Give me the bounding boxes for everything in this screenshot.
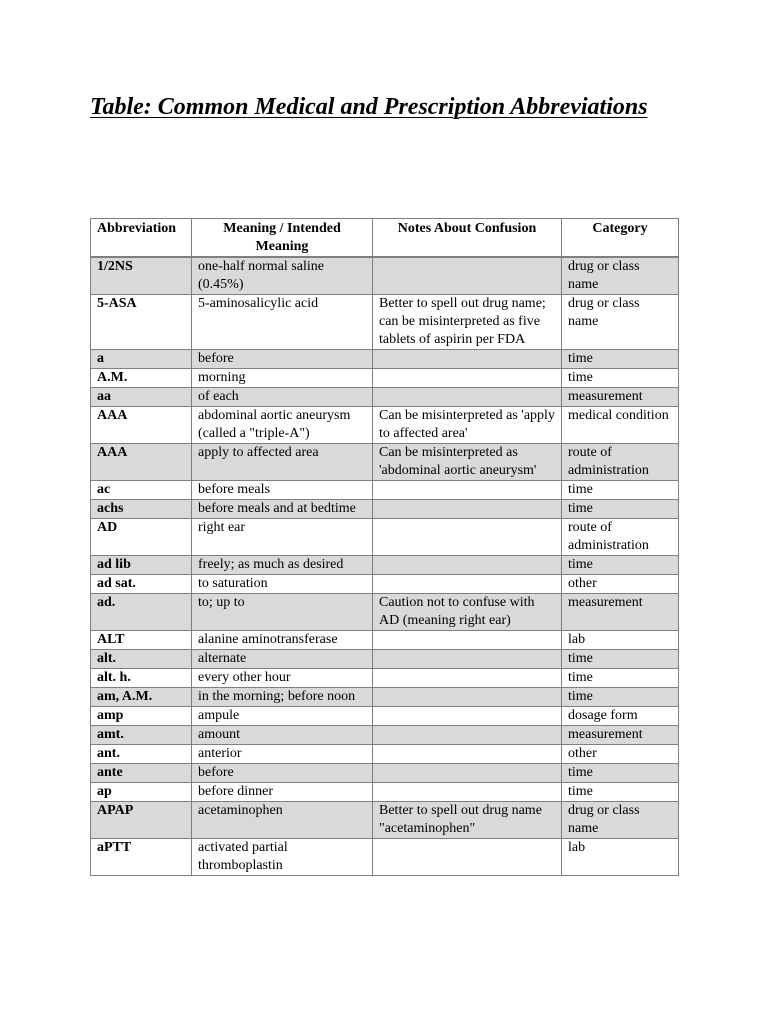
cell-category: other bbox=[562, 745, 679, 764]
cell-abbreviation: aPTT bbox=[91, 839, 192, 876]
cell-category: time bbox=[562, 688, 679, 707]
table-row bbox=[91, 802, 679, 839]
cell-notes bbox=[373, 764, 562, 783]
cell-meaning: amount bbox=[192, 726, 373, 745]
cell-category: other bbox=[562, 575, 679, 594]
cell-category: medical condition bbox=[562, 407, 679, 444]
cell-category: time bbox=[562, 369, 679, 388]
cell-meaning: 5-aminosalicylic acid bbox=[192, 295, 373, 350]
cell-meaning: activated partial thromboplastin bbox=[192, 839, 373, 876]
cell-notes bbox=[373, 669, 562, 688]
cell-abbreviation: ad lib bbox=[91, 556, 192, 575]
cell-meaning: before meals and at bedtime bbox=[192, 500, 373, 519]
table-row bbox=[91, 556, 679, 575]
cell-notes bbox=[373, 745, 562, 764]
table-row bbox=[91, 839, 679, 876]
cell-category: time bbox=[562, 556, 679, 575]
cell-notes: Can be misinterpreted as 'apply to affected area' bbox=[373, 407, 562, 444]
cell-abbreviation: ante bbox=[91, 764, 192, 783]
cell-notes: Better to spell out drug name; can be misinterpreted as five tablets of aspirin per FDA bbox=[373, 295, 562, 350]
cell-category: lab bbox=[562, 631, 679, 650]
cell-category: drug or class name bbox=[562, 295, 679, 350]
cell-notes: Can be misinterpreted as 'abdominal aortic aneurysm' bbox=[373, 444, 562, 481]
cell-notes bbox=[373, 519, 562, 556]
cell-meaning: every other hour bbox=[192, 669, 373, 688]
table-row bbox=[91, 481, 679, 500]
table-row bbox=[91, 295, 679, 350]
cell-notes bbox=[373, 350, 562, 369]
cell-meaning: before bbox=[192, 350, 373, 369]
table-row bbox=[91, 707, 679, 726]
cell-abbreviation: amp bbox=[91, 707, 192, 726]
table-row bbox=[91, 764, 679, 783]
cell-notes bbox=[373, 688, 562, 707]
cell-meaning: ampule bbox=[192, 707, 373, 726]
table-row bbox=[91, 575, 679, 594]
cell-category: time bbox=[562, 481, 679, 500]
cell-abbreviation: ad sat. bbox=[91, 575, 192, 594]
cell-category: time bbox=[562, 650, 679, 669]
cell-notes: Caution not to confuse with AD (meaning right ear) bbox=[373, 594, 562, 631]
cell-abbreviation: am, A.M. bbox=[91, 688, 192, 707]
abbreviations-table bbox=[90, 218, 679, 876]
cell-category: route of administration bbox=[562, 519, 679, 556]
table-row bbox=[91, 650, 679, 669]
table-row bbox=[91, 726, 679, 745]
cell-abbreviation: alt. h. bbox=[91, 669, 192, 688]
table-row bbox=[91, 519, 679, 556]
table-row bbox=[91, 257, 679, 295]
cell-abbreviation: APAP bbox=[91, 802, 192, 839]
cell-meaning: one-half normal saline (0.45%) bbox=[192, 257, 373, 295]
cell-category: lab bbox=[562, 839, 679, 876]
cell-meaning: to; up to bbox=[192, 594, 373, 631]
table-row bbox=[91, 631, 679, 650]
header-category: Category bbox=[562, 219, 679, 258]
table-row bbox=[91, 745, 679, 764]
cell-abbreviation: AAA bbox=[91, 444, 192, 481]
header-abbreviation: Abbreviation bbox=[91, 219, 192, 258]
table-body bbox=[91, 257, 679, 876]
cell-abbreviation: 1/2NS bbox=[91, 257, 192, 295]
cell-category: measurement bbox=[562, 594, 679, 631]
cell-abbreviation: alt. bbox=[91, 650, 192, 669]
cell-notes: Better to spell out drug name "acetaminophen" bbox=[373, 802, 562, 839]
cell-meaning: before bbox=[192, 764, 373, 783]
cell-notes bbox=[373, 556, 562, 575]
cell-category: route of administration bbox=[562, 444, 679, 481]
cell-meaning: right ear bbox=[192, 519, 373, 556]
page-title: Table: Common Medical and Prescription Abbreviations bbox=[90, 94, 648, 120]
cell-meaning: before meals bbox=[192, 481, 373, 500]
cell-category: time bbox=[562, 764, 679, 783]
table-row bbox=[91, 407, 679, 444]
cell-abbreviation: ALT bbox=[91, 631, 192, 650]
cell-meaning: freely; as much as desired bbox=[192, 556, 373, 575]
cell-meaning: anterior bbox=[192, 745, 373, 764]
cell-category: measurement bbox=[562, 388, 679, 407]
cell-notes bbox=[373, 369, 562, 388]
cell-abbreviation: 5-ASA bbox=[91, 295, 192, 350]
cell-notes bbox=[373, 707, 562, 726]
cell-notes bbox=[373, 783, 562, 802]
cell-meaning: apply to affected area bbox=[192, 444, 373, 481]
table-row bbox=[91, 388, 679, 407]
table-row bbox=[91, 444, 679, 481]
cell-abbreviation: ac bbox=[91, 481, 192, 500]
cell-notes bbox=[373, 388, 562, 407]
header-notes: Notes About Confusion bbox=[373, 219, 562, 258]
cell-abbreviation: ap bbox=[91, 783, 192, 802]
table-header-row bbox=[91, 219, 679, 258]
cell-category: dosage form bbox=[562, 707, 679, 726]
cell-notes bbox=[373, 726, 562, 745]
cell-meaning: acetaminophen bbox=[192, 802, 373, 839]
cell-category: drug or class name bbox=[562, 802, 679, 839]
cell-abbreviation: AAA bbox=[91, 407, 192, 444]
table-row bbox=[91, 350, 679, 369]
cell-category: time bbox=[562, 669, 679, 688]
cell-meaning: of each bbox=[192, 388, 373, 407]
cell-notes bbox=[373, 500, 562, 519]
cell-notes bbox=[373, 575, 562, 594]
cell-abbreviation: A.M. bbox=[91, 369, 192, 388]
cell-meaning: abdominal aortic aneurysm (called a "triple-A") bbox=[192, 407, 373, 444]
cell-notes bbox=[373, 481, 562, 500]
table-row bbox=[91, 783, 679, 802]
cell-abbreviation: aa bbox=[91, 388, 192, 407]
cell-category: time bbox=[562, 783, 679, 802]
cell-abbreviation: achs bbox=[91, 500, 192, 519]
cell-category: measurement bbox=[562, 726, 679, 745]
cell-abbreviation: ant. bbox=[91, 745, 192, 764]
table-row bbox=[91, 669, 679, 688]
cell-abbreviation: AD bbox=[91, 519, 192, 556]
table-row bbox=[91, 500, 679, 519]
cell-category: time bbox=[562, 500, 679, 519]
table-row bbox=[91, 369, 679, 388]
cell-notes bbox=[373, 257, 562, 295]
table-row bbox=[91, 688, 679, 707]
cell-meaning: alternate bbox=[192, 650, 373, 669]
cell-notes bbox=[373, 650, 562, 669]
table-row bbox=[91, 594, 679, 631]
cell-category: time bbox=[562, 350, 679, 369]
cell-meaning: before dinner bbox=[192, 783, 373, 802]
cell-abbreviation: amt. bbox=[91, 726, 192, 745]
cell-meaning: to saturation bbox=[192, 575, 373, 594]
cell-category: drug or class name bbox=[562, 257, 679, 295]
cell-meaning: alanine aminotransferase bbox=[192, 631, 373, 650]
cell-meaning: morning bbox=[192, 369, 373, 388]
cell-meaning: in the morning; before noon bbox=[192, 688, 373, 707]
header-meaning: Meaning / Intended Meaning bbox=[192, 219, 373, 258]
cell-notes bbox=[373, 839, 562, 876]
cell-abbreviation: a bbox=[91, 350, 192, 369]
cell-abbreviation: ad. bbox=[91, 594, 192, 631]
cell-notes bbox=[373, 631, 562, 650]
